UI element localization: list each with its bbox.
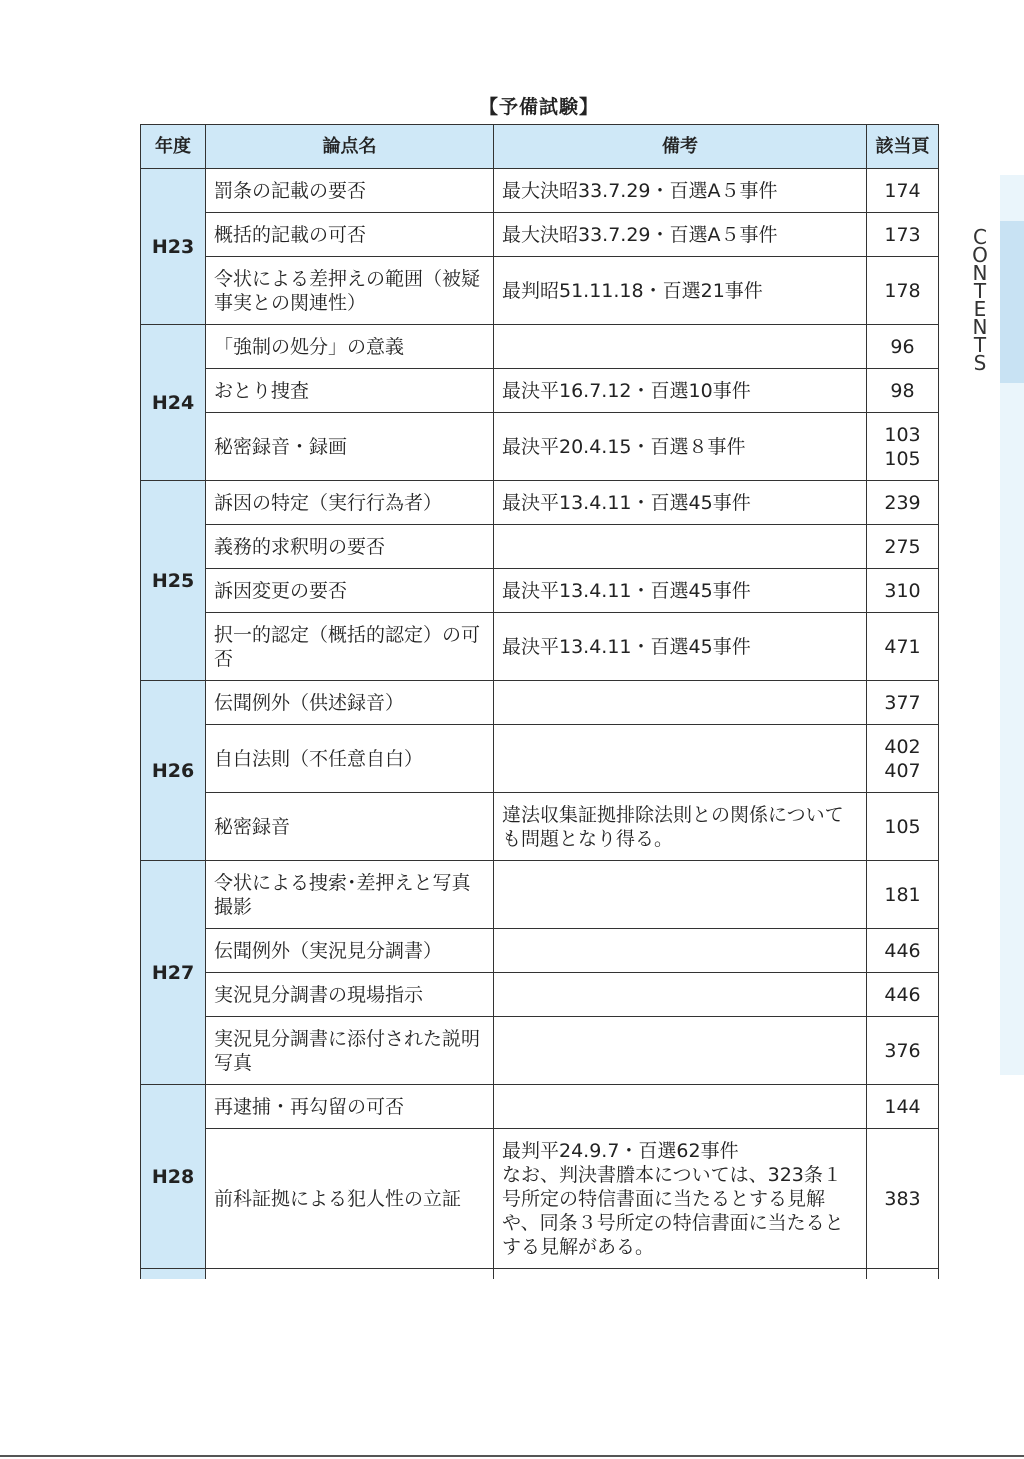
note-cell: 最判昭51.11.18・百選21事件 [494, 257, 867, 325]
page-cell: 105 [867, 793, 939, 861]
page-cell: 173 [867, 213, 939, 257]
header-page: 該当頁 [867, 125, 939, 169]
issue-cell: 訴因変更の要否 [206, 569, 494, 613]
header-row [141, 125, 939, 169]
note-cell [494, 525, 867, 569]
page-cell: 310 [867, 569, 939, 613]
note-cell [494, 1085, 867, 1129]
issue-cell: 秘密録音・録画 [206, 413, 494, 481]
issue-cell: 自白法則（不任意自白） [206, 725, 494, 793]
empty-cell [867, 1269, 939, 1280]
table-row [141, 481, 939, 525]
table-row [141, 973, 939, 1017]
page-title: 【予備試験】 [478, 96, 599, 118]
note-cell [494, 325, 867, 369]
issue-cell: 令状による捜索･差押えと写真撮影 [206, 861, 494, 929]
note-cell: 最決平20.4.15・百選８事件 [494, 413, 867, 481]
year-cell: H28 [141, 1085, 206, 1269]
table-row [141, 525, 939, 569]
table-row [141, 1129, 939, 1269]
note-cell: 最判平24.9.7・百選62事件 なお、判決書謄本については、323条１号所定の特信書面に当たるとする見解や、同条３号所定の特信書面に当たるとする見解がある。 [494, 1129, 867, 1269]
year-cell: H23 [141, 169, 206, 325]
note-cell: 最大決昭33.7.29・百選A５事件 [494, 169, 867, 213]
issue-cell: 概括的記載の可否 [206, 213, 494, 257]
page-cell: 96 [867, 325, 939, 369]
year-cell: H24 [141, 325, 206, 481]
issue-cell: 実況見分調書に添付された説明写真 [206, 1017, 494, 1085]
page-cell: 103 105 [867, 413, 939, 481]
issue-cell: 義務的求釈明の要否 [206, 525, 494, 569]
table-row-cutoff [141, 1269, 939, 1280]
page-cell: 181 [867, 861, 939, 929]
header-year: 年度 [141, 125, 206, 169]
note-cell [494, 861, 867, 929]
issue-cell: 伝聞例外（供述録音） [206, 681, 494, 725]
year-cell: H25 [141, 481, 206, 681]
page-cell: 275 [867, 525, 939, 569]
page-cell: 402 407 [867, 725, 939, 793]
header-issue: 論点名 [206, 125, 494, 169]
table-row [141, 725, 939, 793]
table-row [141, 1017, 939, 1085]
note-cell [494, 1017, 867, 1085]
page-cell: 178 [867, 257, 939, 325]
empty-cell [141, 1269, 206, 1280]
note-cell: 最大決昭33.7.29・百選A５事件 [494, 213, 867, 257]
empty-cell [206, 1269, 494, 1280]
issue-cell: 択一的認定（概括的認定）の可否 [206, 613, 494, 681]
contents-tab[interactable] [1000, 221, 1024, 383]
page-cell: 383 [867, 1129, 939, 1269]
table-row [141, 613, 939, 681]
empty-cell [494, 1269, 867, 1280]
table-row [141, 681, 939, 725]
table-row [141, 861, 939, 929]
table-row [141, 213, 939, 257]
page-cell: 471 [867, 613, 939, 681]
page-cell: 446 [867, 973, 939, 1017]
table-row [141, 169, 939, 213]
issue-cell: 前科証拠による犯人性の立証 [206, 1129, 494, 1269]
table-row [141, 413, 939, 481]
contents-label[interactable]: C O N T E N T S [972, 225, 988, 375]
issue-cell: 令状による差押えの範囲（被疑事実との関連性） [206, 257, 494, 325]
table-row [141, 929, 939, 973]
issue-cell: 実況見分調書の現場指示 [206, 973, 494, 1017]
issue-cell: 「強制の処分」の意義 [206, 325, 494, 369]
note-cell [494, 973, 867, 1017]
table-row [141, 1085, 939, 1129]
note-cell: 最決平16.7.12・百選10事件 [494, 369, 867, 413]
issue-cell: 罰条の記載の要否 [206, 169, 494, 213]
page-cell: 174 [867, 169, 939, 213]
page-cell: 144 [867, 1085, 939, 1129]
issues-table [140, 124, 939, 1279]
page-cell: 446 [867, 929, 939, 973]
note-cell: 違法収集証拠排除法則との関係についても問題となり得る。 [494, 793, 867, 861]
year-cell: H26 [141, 681, 206, 861]
table-row [141, 793, 939, 861]
issue-cell: 訴因の特定（実行行為者） [206, 481, 494, 525]
table-row [141, 369, 939, 413]
issue-cell: 伝聞例外（実況見分調書） [206, 929, 494, 973]
note-cell: 最決平13.4.11・百選45事件 [494, 481, 867, 525]
page-cell: 376 [867, 1017, 939, 1085]
issue-cell: 再逮捕・再勾留の可否 [206, 1085, 494, 1129]
page-cell: 98 [867, 369, 939, 413]
note-cell: 最決平13.4.11・百選45事件 [494, 613, 867, 681]
page-cell: 239 [867, 481, 939, 525]
table-row [141, 257, 939, 325]
note-cell [494, 681, 867, 725]
page-cell: 377 [867, 681, 939, 725]
note-cell [494, 929, 867, 973]
header-note: 備考 [494, 125, 867, 169]
issue-cell: おとり捜査 [206, 369, 494, 413]
note-cell [494, 725, 867, 793]
table-row [141, 569, 939, 613]
page-bottom-rule [0, 1455, 1024, 1457]
note-cell: 最決平13.4.11・百選45事件 [494, 569, 867, 613]
year-cell: H27 [141, 861, 206, 1085]
table-row [141, 325, 939, 369]
issue-cell: 秘密録音 [206, 793, 494, 861]
